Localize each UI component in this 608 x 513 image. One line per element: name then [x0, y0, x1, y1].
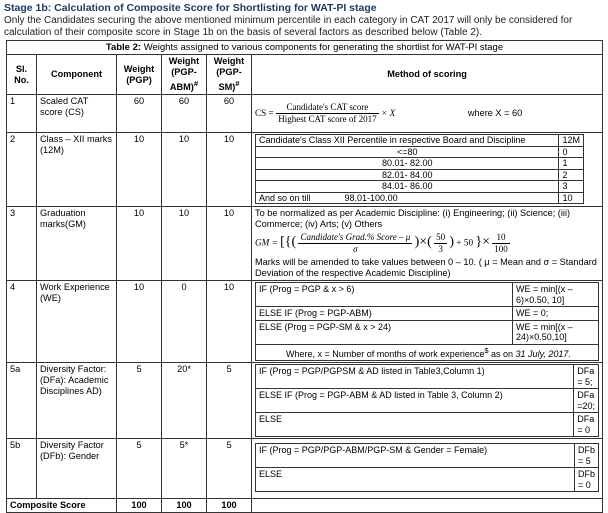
table-row: 4 Work Experience (WE) 10 0 10 IF (Prog = PGP & x > 6) WE = min[(x – 6)×0.50, 10] ELSE IF (Prog = PGP-ABM) WE = 0; ELSE (Prog = PGP-SM & x > 24) WE = min[(x – 24)×0.50,10] Where, x = Number of months of work experience$ as on 31 July, 2017. [7, 281, 603, 363]
table-row: 3 Graduation marks(GM) 10 10 10 To be normalized as per Academic Discipline: (i) Engineering; (ii) Science; (iii) Commerce; (iv) Arts; (v) Others GM = [{( $\frac{\text{Candidate's Grad.\% Score – μ}}{\sigma}$ )×( $\frac{50}{3}$ ) + 50 }× $\frac{10}{100}$ Marks will be amended to take values between 0 – 10. ( μ = Mean and σ = Standard Deviation of the respective Academic Discipline) [7, 207, 603, 281]
diversity-gender-rules: IF (Prog = PGP/PGP-ABM/PGP-SM & Gender = Female) DFb = 5 ELSE DFb = 0 [255, 443, 599, 492]
diversity-academic-rules: IF (Prog = PGP/PGPSM & AD listed in Table3,Column 1) DFa = 5; ELSE IF (Prog = PGP-ABM & AD listed in Table 3, Column 2) DFa =20; ELSE DFa = 0 [255, 364, 599, 437]
composite-score-row: Composite Score 100 100 100 [7, 499, 603, 513]
table-row: 1 Scaled CAT score (CS) 60 60 60 CS = $\frac{\text{Candidate's CAT score}}{\text{Highest CAT score of 2017}}$ × X where X = 60 [7, 95, 603, 133]
header-weight-sm: Weight (PGP-SM)# [207, 55, 252, 95]
cs-fraction: $\frac{\text{Candidate's CAT score}}{\text{Highest CAT score of 2017}}$ [278, 102, 377, 125]
header-weight-abm: Weight (PGP-ABM)# [162, 55, 207, 95]
class-xii-score-table: Candidate's Class XII Percentile in respective Board and Discipline 12M <=80 0 80.01- 82.00 1 82.01- 84.00 2 84.01- 86.00 3 And so on till 98.01-100.00 10 [255, 134, 584, 204]
table-row: 5b Diversity Factor (DFb): Gender 5 5* 5 IF (Prog = PGP/PGP-ABM/PGP-SM & Gender = Female) DFb = 5 ELSE DFb = 0 [7, 439, 603, 499]
header-sl: Sl. No. [7, 55, 37, 95]
stage-title: Stage 1b: Calculation of Composite Score for Shortlisting for WAT-PI stage [4, 2, 377, 14]
work-experience-rules: IF (Prog = PGP & x > 6) WE = min[(x – 6)×0.50, 10] ELSE IF (Prog = PGP-ABM) WE = 0; ELSE (Prog = PGP-SM & x > 24) WE = min[(x – 24)×0.50,10] Where, x = Number of months of work experience$ as on 31 July, 2017. [255, 282, 599, 361]
header-weight-pgp: Weight (PGP) [117, 55, 162, 95]
gm-formula: GM = [{( $\frac{\text{Candidate's Grad.\% Score – μ}}{\sigma}$ )×( $\frac{50}{3}$ ) + 50 }× $\frac{10}{100}$ [255, 232, 508, 255]
cs-formula: CS = $\frac{\text{Candidate's CAT score}}{\text{Highest CAT score of 2017}}$ × X where X = 60 [252, 95, 603, 133]
header-component: Component [37, 55, 117, 95]
intro-paragraph: Only the Candidates securing the above mentioned minimum percentile in each category in CAT 2017 will only be considered for calculation of their composite score in Stage 1b on the basis of several factors as described below (Table 2). [4, 15, 573, 38]
weights-table [6, 40, 603, 513]
header-method: Method of scoring [252, 55, 603, 95]
header-row [7, 55, 603, 95]
table-row: 5a Diversity Factor: (DFa): Academic Disciplines AD) 5 20* 5 IF (Prog = PGP/PGPSM & AD listed in Table3,Column 1) DFa = 5; ELSE IF (Prog = PGP-ABM & AD listed in Table 3, Column 2) DFa =20; ELSE DFa = 0 [7, 363, 603, 439]
table-row: 2 Class – XII marks (12M) 10 10 10 Candidate's Class XII Percentile in respective Board and Discipline 12M <=80 0 80.01- 82.00 1 82.01- 84.00 2 84.01- 86.00 3 And so on till 98.01-100.00 10 [7, 133, 603, 207]
table-caption: Table 2: Weights assigned to various components for generating the shortlist for WAT-PI stage [7, 41, 603, 55]
